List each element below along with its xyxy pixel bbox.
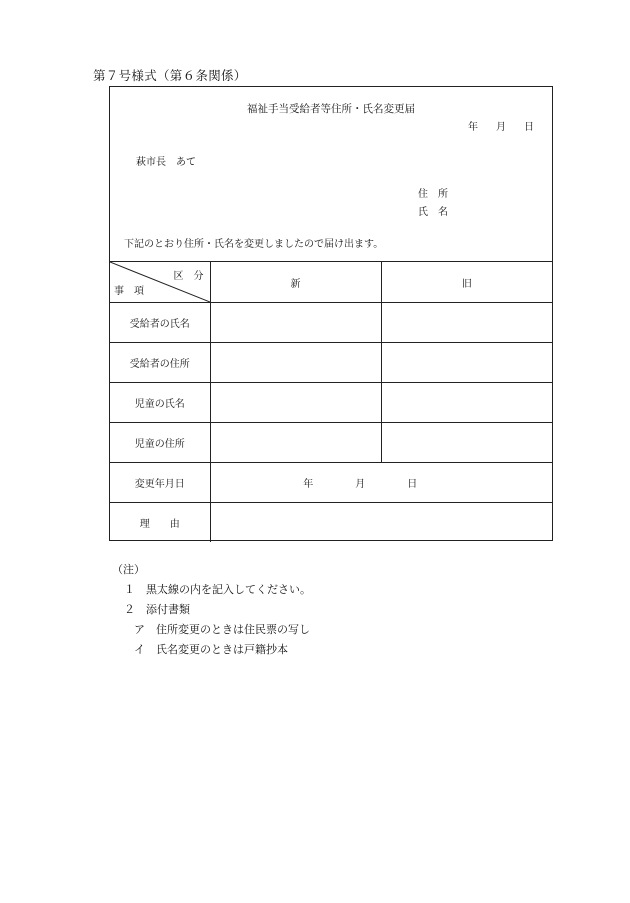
date-year-label: 年 bbox=[468, 122, 478, 133]
change-year-label: 年 bbox=[303, 479, 314, 490]
table-row bbox=[110, 303, 552, 343]
child-address-new-field[interactable] bbox=[210, 423, 381, 463]
declaration-text: 下記のとおり住所・氏名を変更しましたので届け出ます。 bbox=[124, 239, 384, 250]
submission-date bbox=[468, 118, 534, 133]
diagonal-header-cell bbox=[110, 262, 210, 303]
addressee: 萩市長 あて bbox=[136, 157, 196, 168]
form-header bbox=[110, 87, 552, 261]
row-label: 児童の氏名 bbox=[110, 383, 210, 423]
recipient-name-new-field[interactable] bbox=[210, 303, 381, 343]
row-label: 受給者の住所 bbox=[110, 343, 210, 383]
applicant-name-label: 氏 名 bbox=[418, 207, 448, 218]
table-row bbox=[110, 463, 552, 503]
date-day-label: 日 bbox=[524, 122, 534, 133]
change-day-label: 日 bbox=[407, 479, 418, 490]
change-date-field[interactable] bbox=[210, 463, 552, 503]
form-title: 福祉手当受給者等住所・氏名変更届 bbox=[247, 103, 415, 115]
category-label: 区 分 bbox=[173, 271, 204, 282]
change-month-label: 月 bbox=[355, 479, 366, 490]
form-frame bbox=[109, 86, 553, 541]
child-name-old-field[interactable] bbox=[381, 383, 552, 423]
note-item: １ 黒太線の内を記入してください。 bbox=[124, 583, 311, 596]
table-row bbox=[110, 423, 552, 463]
applicant-address-label: 住 所 bbox=[418, 189, 448, 200]
table-header-row bbox=[110, 262, 552, 303]
child-address-old-field[interactable] bbox=[381, 423, 552, 463]
table-row bbox=[110, 343, 552, 383]
change-table bbox=[110, 261, 552, 542]
row-label: 受給者の氏名 bbox=[110, 303, 210, 343]
child-name-new-field[interactable] bbox=[210, 383, 381, 423]
note-item: ２ 添付書類 bbox=[124, 603, 190, 616]
row-label: 児童の住所 bbox=[110, 423, 210, 463]
date-month-label: 月 bbox=[496, 122, 506, 133]
item-label: 事 項 bbox=[114, 286, 144, 297]
column-old-header: 旧 bbox=[381, 262, 552, 303]
change-date-label: 変更年月日 bbox=[110, 463, 210, 503]
reason-field[interactable] bbox=[210, 503, 552, 543]
column-new-header: 新 bbox=[210, 262, 381, 303]
recipient-name-old-field[interactable] bbox=[381, 303, 552, 343]
recipient-address-old-field[interactable] bbox=[381, 343, 552, 383]
note-item: ア 住所変更のときは住民票の写し bbox=[134, 623, 310, 636]
notes-heading: （注） bbox=[112, 563, 145, 576]
recipient-address-new-field[interactable] bbox=[210, 343, 381, 383]
note-item: イ 氏名変更のときは戸籍抄本 bbox=[134, 643, 288, 656]
table-row bbox=[110, 503, 552, 543]
form-number-label: 第７号様式（第６条関係） bbox=[93, 68, 247, 83]
table-row bbox=[110, 383, 552, 423]
reason-label: 理 由 bbox=[110, 503, 210, 543]
